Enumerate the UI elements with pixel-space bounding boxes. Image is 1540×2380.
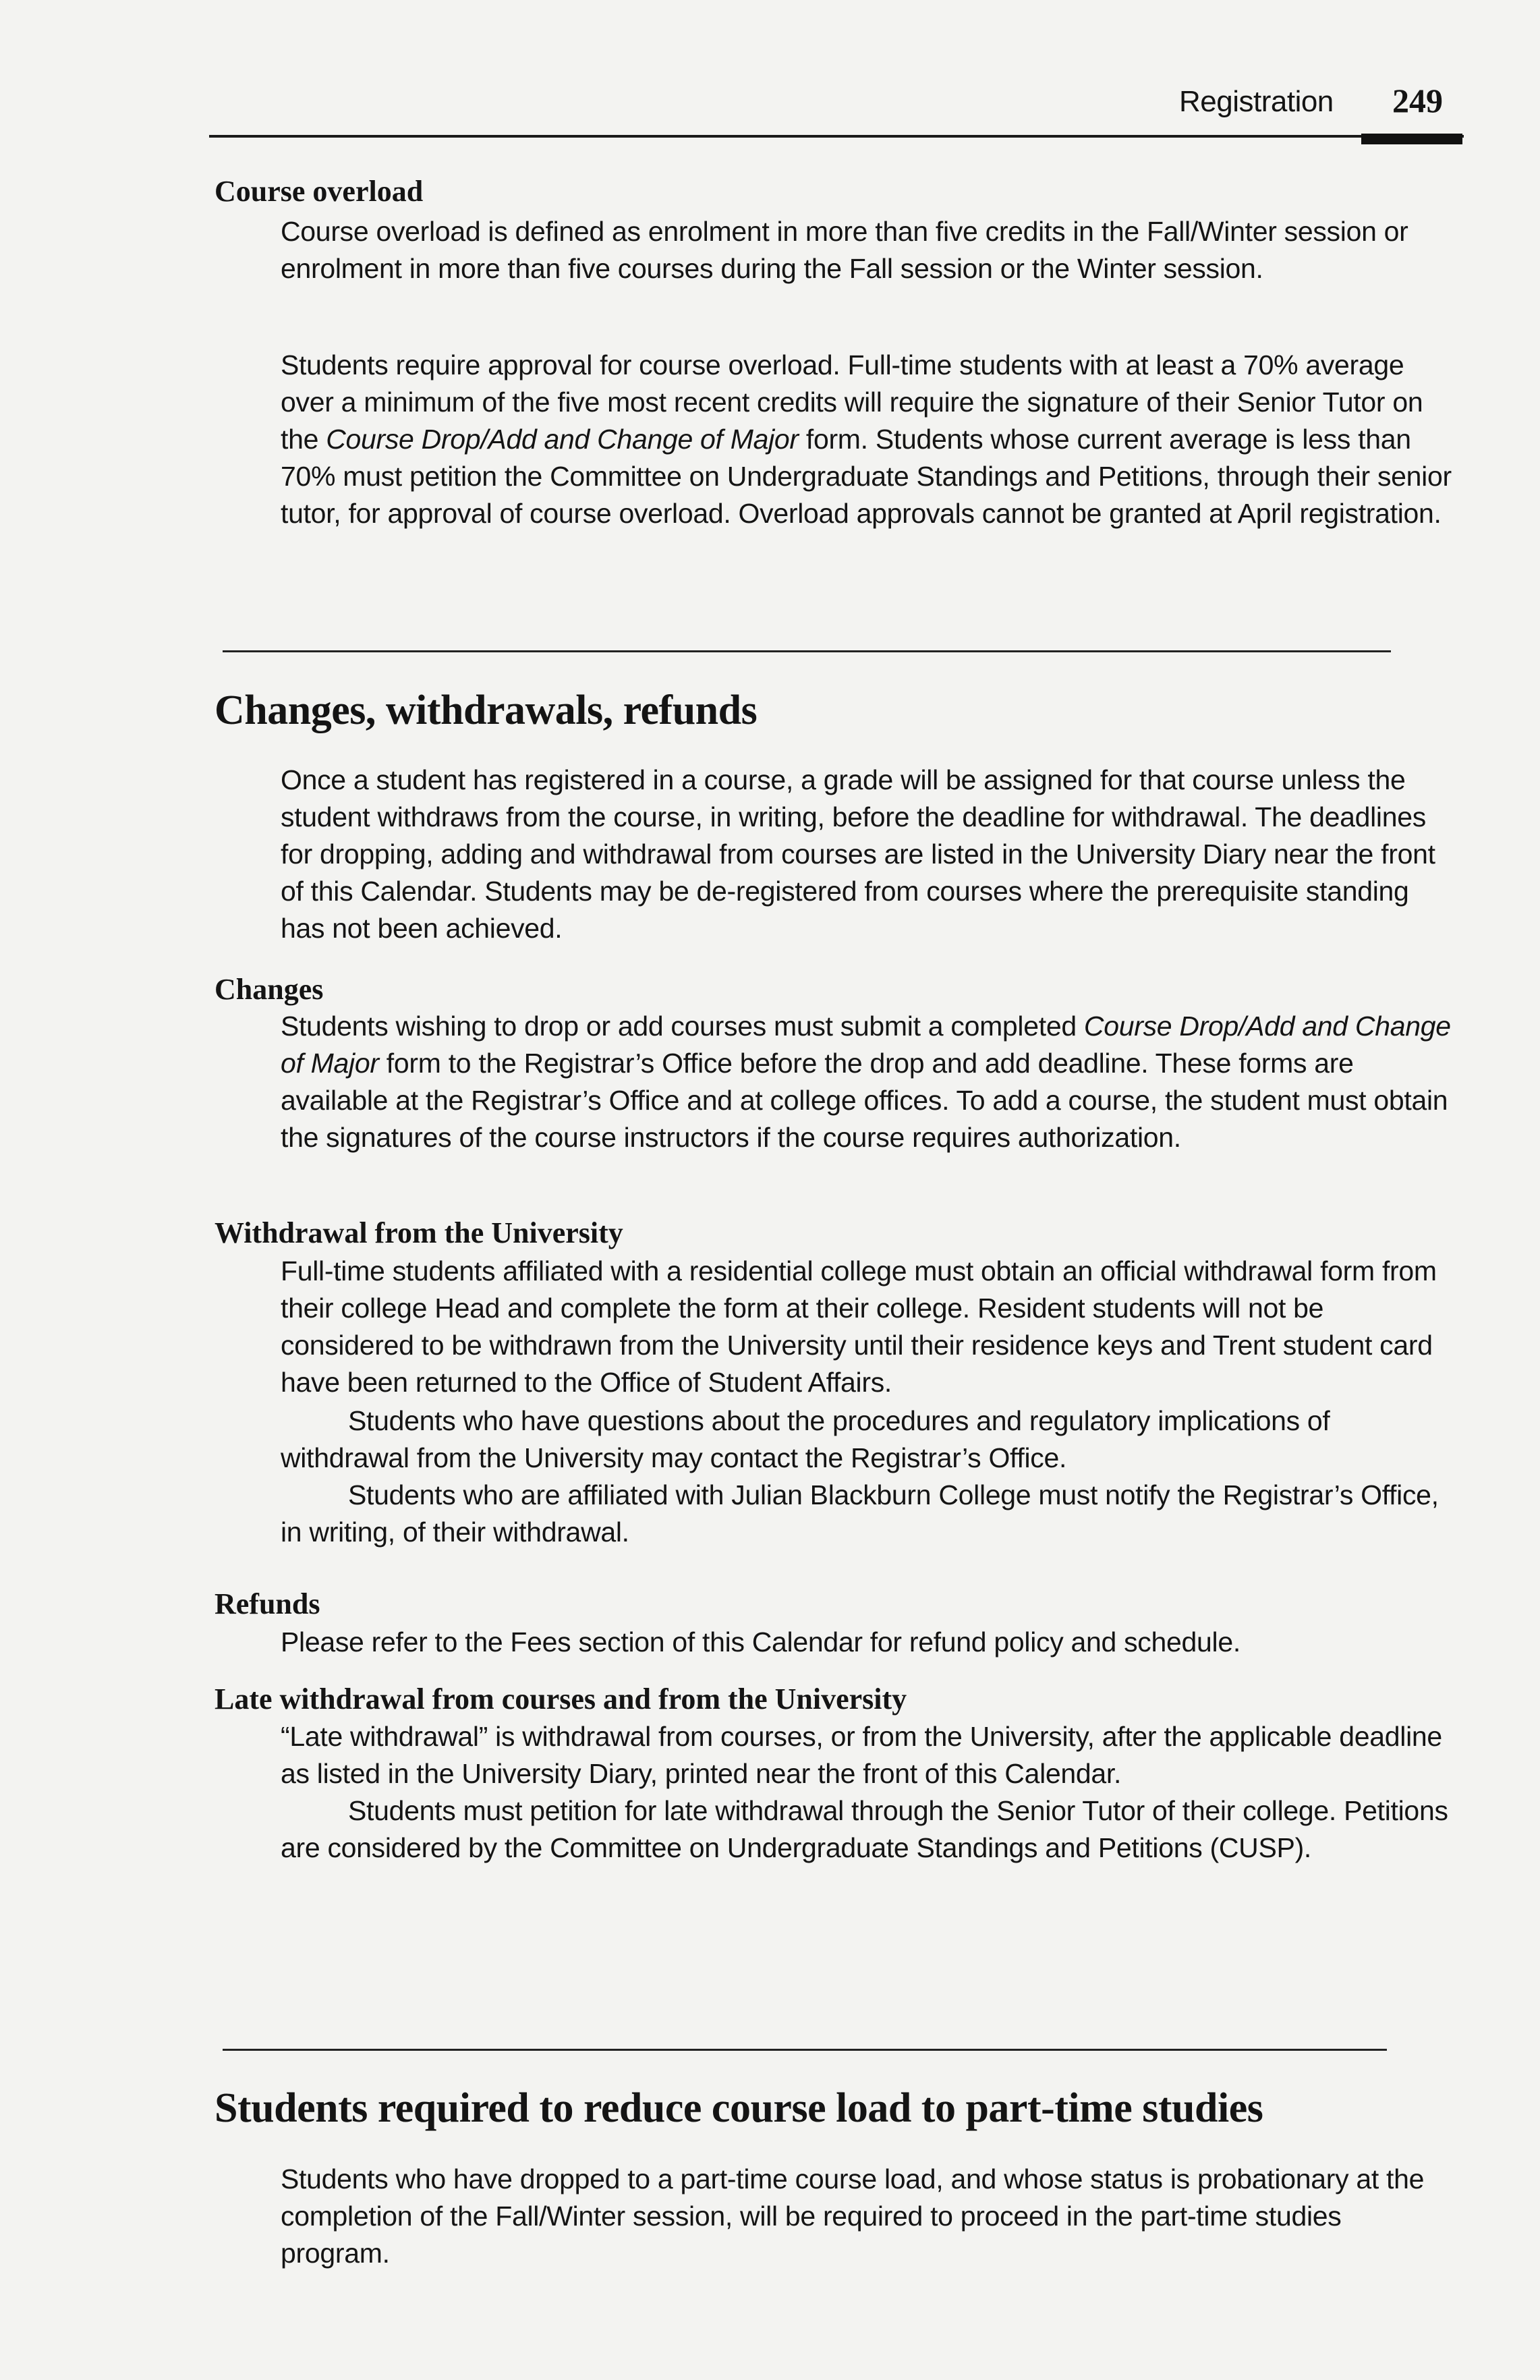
withdrawal-paragraph-2: Students who have questions about the procedures and regulatory implications of withdrawal from the University may contact the Registrar’s Office. [281,1405,1330,1473]
page-number: 249 [1392,82,1443,119]
refunds-paragraph: Please refer to the Fees section of this Calendar for refund policy and schedule. [281,1626,1240,1658]
header-section-name: Registration [1179,85,1334,118]
changes-paragraph: Students wishing to drop or add courses must submit a completed Course Drop/Add and Change of Major form to the Registrar’s Office before the drop and add deadline. These forms are available at the Registrar’s Office and at college offices. To add a course, the student must obtain the signatures of the course instructors if the course requires authorization. [281,1011,1451,1153]
late-withdrawal-paragraph-1: “Late withdrawal” is withdrawal from courses, or from the University, after the applicable deadline as listed in the University Diary, printed near the front of this Calendar. [281,1721,1442,1789]
refunds-heading: Refunds [215,1587,320,1620]
withdrawal-paragraph-1: Full-time students affiliated with a residential college must obtain an official withdrawal form from their college Head and complete the form at their college. Resident students will not be considered to be withdrawn from the University until their residence keys and Trent student card have been returned to the Office of Student Affairs. [281,1255,1437,1398]
course-drop-add-form-title: Course Drop/Add and Change of Major [326,424,799,455]
withdrawal-heading: Withdrawal from the University [215,1216,623,1249]
course-overload-approval: Students require approval for course overload. Full-time students with at least a 70% average over a minimum of the five most recent credits will require the signature of their Senior Tutor on the Course Drop/Add and Change of Major form. Students whose current average is less than 70% must petition the Committee on Undergraduate Standings and Petitions, through their senior tutor, for approval of course overload. Overload approvals cannot be granted at April registration. [281,349,1452,529]
section-divider [223,650,1391,652]
header-rule [209,135,1464,138]
changes-section-title: Changes, withdrawals, refunds [215,687,758,733]
course-drop-add-form-title: Course Drop/Add and Change of Major [281,1011,1451,1079]
course-overload-heading: Course overload [215,175,424,208]
late-withdrawal-paragraph-2: Students must petition for late withdrawal through the Senior Tutor of their college. Petitions are considered by the Committee on Undergraduate Standings and Petitions (CUSP). [281,1795,1448,1863]
section-divider [223,2049,1387,2051]
reduce-load-paragraph: Students who have dropped to a part-time course load, and whose status is probationary at the completion of the Fall/Winter session, will be required to proceed in the part-time studies program. [281,2163,1425,2269]
reduce-load-section-title: Students required to reduce course load to part-time studies [215,2085,1263,2131]
header-tab-marker [1361,134,1462,144]
running-header [0,81,1540,148]
changes-heading: Changes [215,973,324,1006]
changes-intro: Once a student has registered in a course, a grade will be assigned for that course unless the student withdraws from the course, in writing, before the deadline for withdrawal. The deadlines for dropping, adding and withdrawal from courses are listed in the University Diary near the front of this Calendar. Students may be de-registered from courses where the prerequisite standing has not been achieved. [281,764,1435,944]
course-overload-definition: Course overload is defined as enrolment in more than five credits in the Fall/Winter session or enrolment in more than five courses during the Fall session or the Winter session. [281,216,1408,284]
late-withdrawal-heading: Late withdrawal from courses and from the University [215,1682,907,1716]
withdrawal-paragraph-3: Students who are affiliated with Julian Blackburn College must notify the Registrar’s Office, in writing, of their withdrawal. [281,1479,1439,1548]
